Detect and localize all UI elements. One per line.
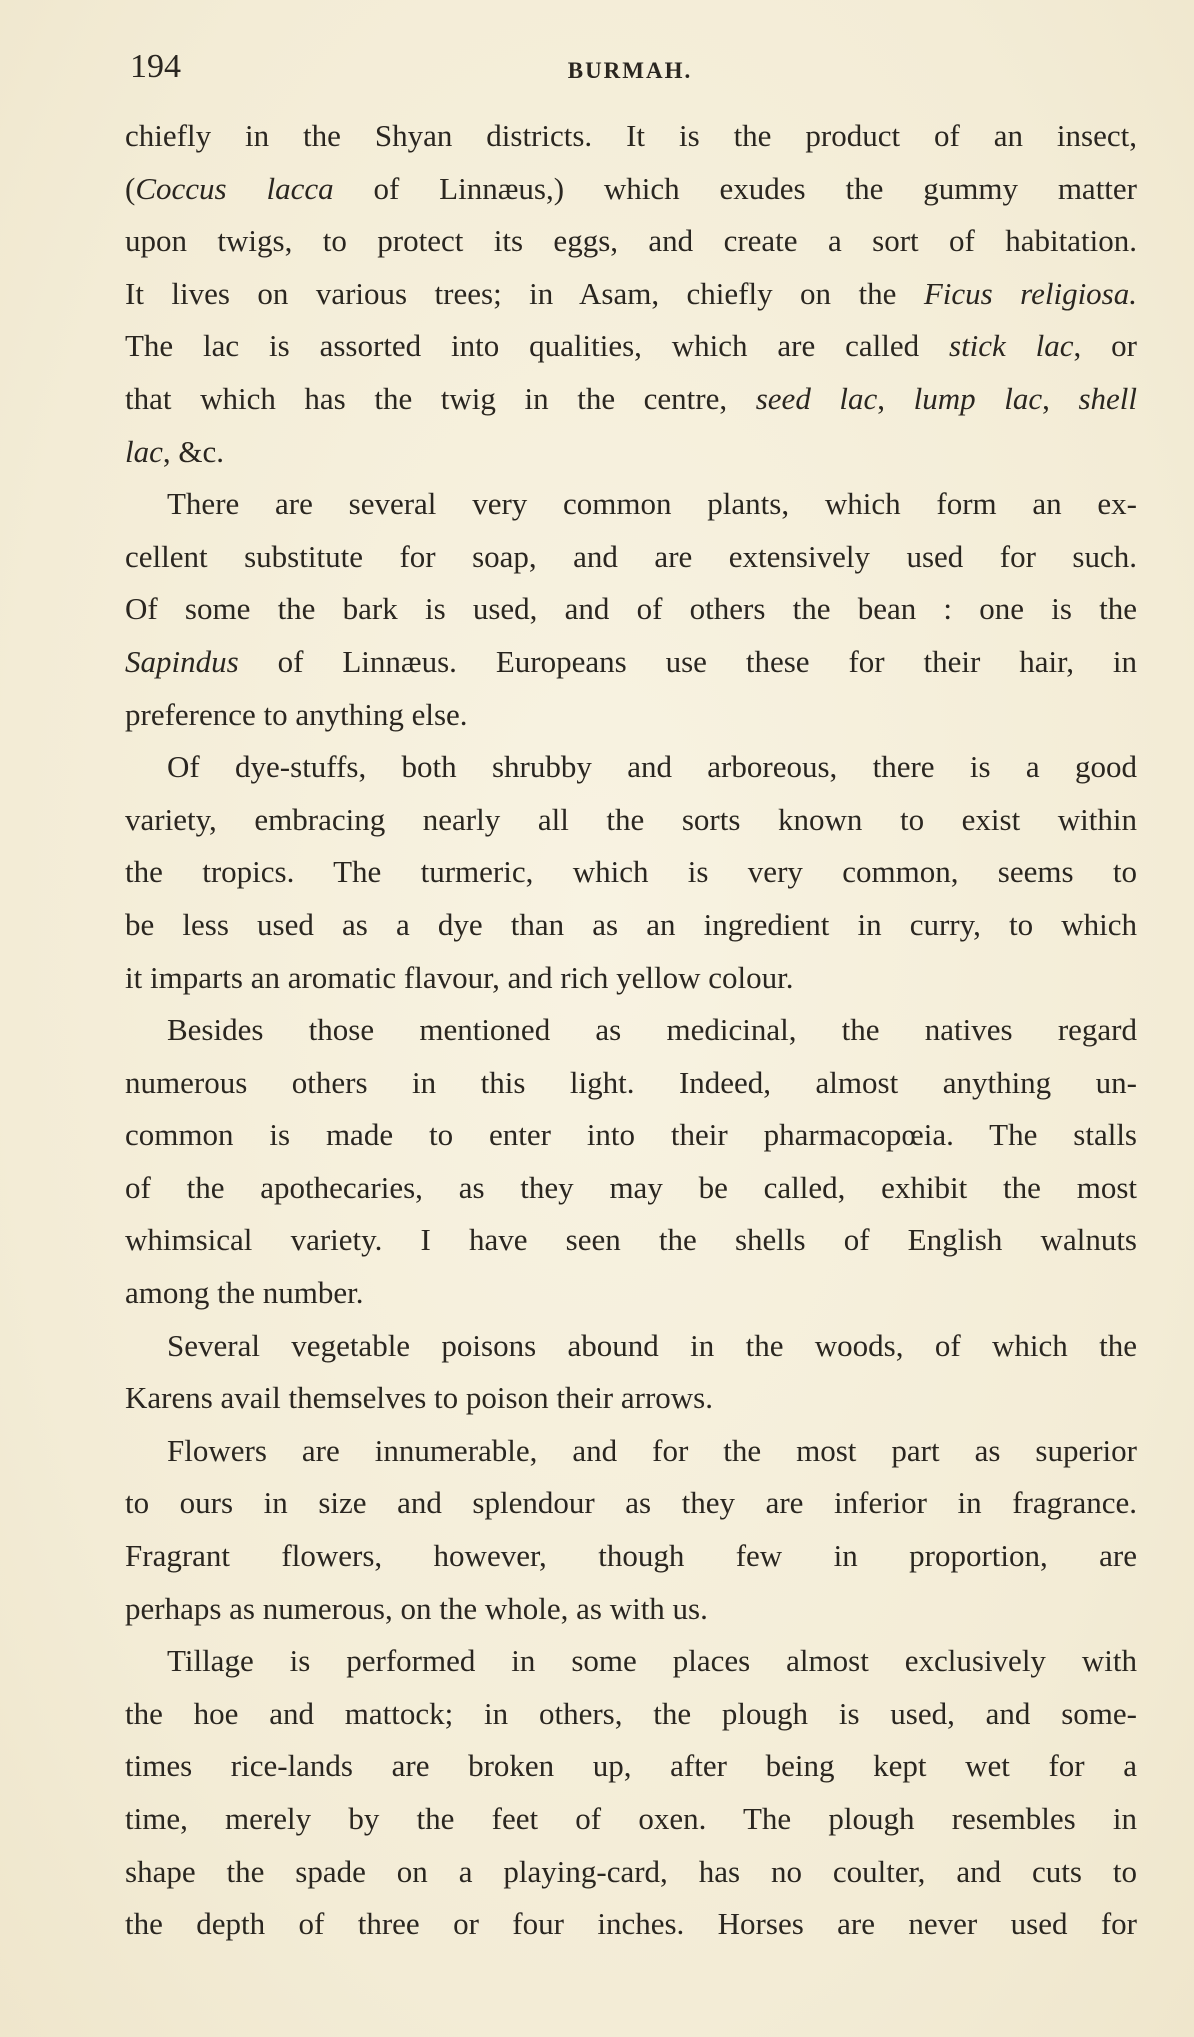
running-head: BURMAH. bbox=[567, 58, 693, 83]
text-line: the hoe and mattock; in others, the plough is used, and some- bbox=[125, 1695, 1137, 1731]
page-number: 194 bbox=[130, 48, 181, 85]
italic-term: seed lac bbox=[755, 380, 878, 416]
text-line: cellent substitute for soap, and are extensively used for such. bbox=[125, 538, 1137, 574]
italic-term: lump lac bbox=[913, 380, 1043, 416]
text-line: common is made to enter into their pharmacopœia. The stalls bbox=[125, 1117, 1137, 1153]
text-line: Several vegetable poisons abound in the woods, of which the bbox=[167, 1327, 1137, 1363]
text-line: among the number. bbox=[125, 1275, 364, 1311]
text-line: shape the spade on a playing-card, has no coulter, and cuts to bbox=[125, 1853, 1137, 1889]
text-line: It lives on various trees; in Asam, chiefly on the Ficus religiosa. bbox=[125, 275, 1137, 311]
text-line: Tillage is performed in some places almost exclusively with bbox=[167, 1643, 1137, 1679]
text-line: the depth of three or four inches. Horses are never used for bbox=[125, 1906, 1137, 1942]
text-line: the tropics. The turmeric, which is very common, seems to bbox=[125, 854, 1137, 890]
text-line: that which has the twig in the centre, seed lac, lump lac, shell bbox=[125, 380, 1137, 416]
italic-term: shell bbox=[1078, 380, 1137, 416]
text-line: The lac is assorted into qualities, which are called stick lac, or bbox=[125, 328, 1137, 364]
text-line: Besides those mentioned as medicinal, the natives regard bbox=[167, 1012, 1137, 1048]
text-line: Karens avail themselves to poison their arrows. bbox=[125, 1380, 713, 1416]
text-line: (Coccus lacca of Linnæus,) which exudes the gummy matter bbox=[125, 170, 1137, 206]
text-line: Flowers are innumerable, and for the most part as superior bbox=[167, 1432, 1137, 1468]
text-line: Of some the bark is used, and of others the bean : one is the bbox=[125, 591, 1137, 627]
text-line: be less used as a dye than as an ingredient in curry, to which bbox=[125, 906, 1137, 942]
text-line: preference to anything else. bbox=[125, 696, 468, 732]
text-line: Of dye-stuffs, both shrubby and arboreous, there is a good bbox=[167, 749, 1137, 785]
paragraph bbox=[125, 1320, 1137, 1425]
paragraph bbox=[125, 1004, 1137, 1320]
italic-term: Coccus lacca bbox=[135, 170, 334, 206]
text-line: it imparts an aromatic flavour, and rich yellow colour. bbox=[125, 959, 794, 995]
page-header bbox=[130, 48, 1130, 98]
paragraph bbox=[125, 478, 1137, 741]
text-line: whimsical variety. I have seen the shells of English walnuts bbox=[125, 1222, 1137, 1258]
paragraph bbox=[125, 1635, 1137, 1951]
text-line: Fragrant flowers, however, though few in proportion, are bbox=[125, 1538, 1137, 1574]
italic-term: Ficus religiosa. bbox=[923, 275, 1137, 311]
text-line: to ours in size and splendour as they are inferior in fragrance. bbox=[125, 1485, 1137, 1521]
text-line: variety, embracing nearly all the sorts known to exist within bbox=[125, 801, 1137, 837]
paragraph bbox=[125, 1425, 1137, 1635]
italic-term: Sapindus bbox=[125, 643, 239, 679]
italic-term: lac bbox=[125, 433, 163, 469]
text-line: lac, &c. bbox=[125, 433, 224, 469]
text-line: There are several very common plants, which form an ex- bbox=[167, 486, 1137, 522]
text-line: chiefly in the Shyan districts. It is the product of an insect, bbox=[125, 118, 1137, 153]
body-text bbox=[125, 110, 1137, 1951]
text-line: time, merely by the feet of oxen. The plough resembles in bbox=[125, 1801, 1137, 1836]
italic-term: stick lac bbox=[949, 328, 1074, 364]
text-line: times rice-lands are broken up, after being kept wet for a bbox=[125, 1748, 1137, 1784]
text-line: numerous others in this light. Indeed, almost anything un- bbox=[125, 1064, 1137, 1100]
text-line: of the apothecaries, as they may be called, exhibit the most bbox=[125, 1169, 1137, 1205]
text-line: perhaps as numerous, on the whole, as with us. bbox=[125, 1590, 708, 1626]
text-line: upon twigs, to protect its eggs, and create a sort of habitation. bbox=[125, 223, 1137, 259]
paragraph bbox=[125, 741, 1137, 1004]
text-line: Sapindus of Linnæus. Europeans use these for their hair, in bbox=[125, 643, 1137, 679]
paragraph bbox=[125, 110, 1137, 478]
